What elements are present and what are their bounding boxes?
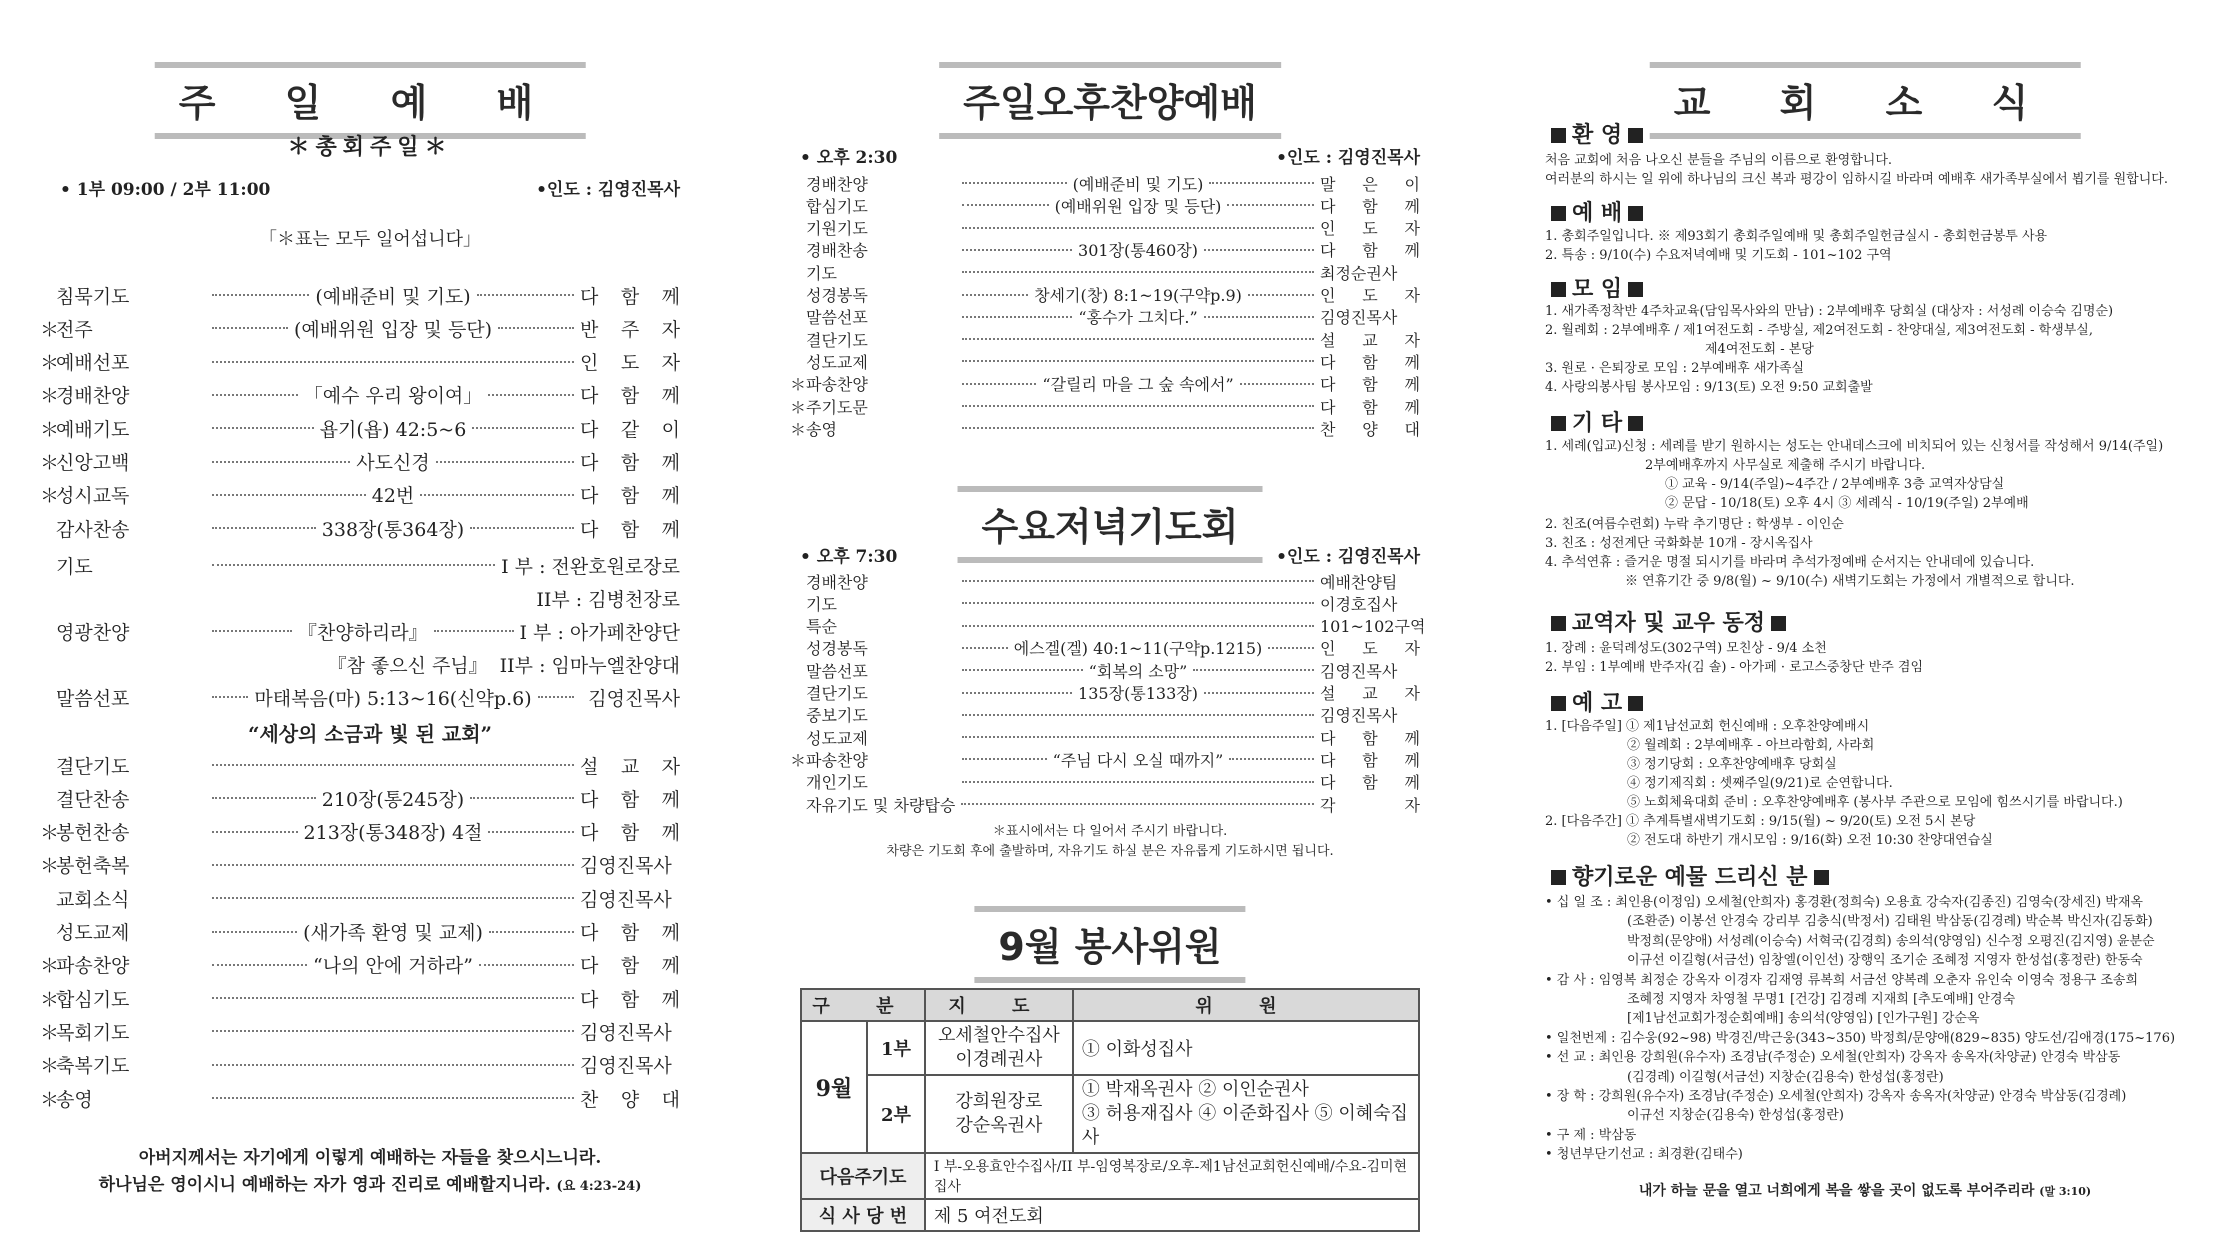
order-who: 다 함 께 (1320, 773, 1420, 793)
table-part-1: 1부 (867, 1021, 925, 1075)
order-name: 목회기도 (56, 1021, 130, 1044)
order-row (790, 592, 1430, 614)
lead-name: 이경례권사 (955, 1049, 1043, 1070)
section-welcome (1545, 118, 1649, 149)
order-name: 경배찬양 (56, 385, 130, 408)
order-who: 다 함 께 (580, 955, 681, 978)
order-name: 송영 (806, 419, 837, 439)
offering-line: • 청년부단기선교 : 최경환(김태수) (1545, 1147, 1743, 1163)
afternoon-leader: •인도 : 김영진목사 (1276, 148, 1420, 168)
order-row (40, 280, 700, 310)
order-row (40, 1050, 700, 1080)
worship-line: 2. 특송 : 9/10(수) 수요저녁예배 및 기도회 - 101~102 구역 (1545, 248, 1892, 263)
order-name: 교회소식 (56, 888, 130, 911)
square-bullet-icon (1551, 696, 1566, 711)
table-header-members: 위 원 (1073, 989, 1419, 1021)
order-mid: “주님 다시 오실 때까지” (1052, 750, 1224, 770)
offering-line: • 구 제 : 박삼동 (1545, 1127, 1637, 1143)
order-row (40, 883, 700, 913)
order-who: 다 함 께 (580, 788, 681, 811)
order-name: 합심기도 (56, 988, 130, 1011)
order-row (790, 417, 1430, 439)
order-mid: 마태복음(마) 5:13~16(신약p.6) (254, 687, 532, 710)
square-bullet-icon (1628, 416, 1643, 431)
verse-text: 하나님은 영이시니 예배하는 자가 영과 진리로 예배할지니라. (98, 1175, 551, 1195)
order-who: 다 함 께 (580, 518, 681, 541)
order-who: 김영진목사 (588, 687, 681, 710)
order-mid: 42번 (371, 485, 415, 508)
order-mid: “홍수가 그치다.” (1078, 308, 1198, 328)
standing-mark: ＊ (790, 750, 807, 770)
section-meetings (1545, 272, 1649, 303)
service-time: • 1부 09:00 / 2부 11:00 (60, 180, 271, 200)
order-name: 성도교제 (806, 728, 868, 748)
verse-ref: (말 3:10) (2039, 1185, 2092, 1198)
order-name: 기도 (56, 555, 93, 578)
square-bullet-icon (1551, 616, 1566, 631)
square-bullet-icon (1551, 128, 1566, 143)
order-row (40, 850, 700, 880)
order-name: 경배찬송 (806, 241, 868, 261)
order-row (40, 347, 700, 377)
sunday-worship-title: 주 일 예 배 (155, 62, 586, 139)
standing-mark: ＊ (40, 1055, 60, 1078)
standing-mark: ＊ (40, 418, 60, 441)
order-row (40, 480, 700, 510)
wednesday-leader: •인도 : 김영진목사 (1276, 547, 1420, 567)
next-prayer-label: 다음주기도 (801, 1153, 925, 1199)
order-mid: “갈릴리 마을 그 숲 속에서” (1042, 375, 1234, 395)
order-who: 설 교 자 (1320, 330, 1420, 350)
square-bullet-icon (1814, 870, 1829, 885)
offering-line: [제1남선교회가정순회예배] 송의석(양영임) [인가구원] 강순옥 (1627, 1011, 1980, 1027)
order-who: 다 함 께 (580, 988, 680, 1011)
table-part-2-lead (925, 1075, 1073, 1153)
order-mid: 에스겔(겔) 40:1~11(구약p.1215) (1013, 639, 1263, 659)
standing-mark: ＊ (790, 419, 807, 439)
order-row-glory (40, 616, 700, 646)
order-name: 예배기도 (56, 418, 130, 441)
table-part-1-lead (925, 1021, 1073, 1075)
order-name: 경배찬양 (806, 174, 868, 194)
order-name: 결단기도 (56, 755, 130, 778)
others-line: ② 문답 - 10/18(토) 오후 4시 ③ 세례식 - 10/19(주일) 2부예배 (1665, 496, 2029, 511)
church-news-title: 교 회 소 식 (1650, 62, 2081, 139)
offering-line: (조환준) 이봉선 안경숙 강리부 김충식(박정서) 김태원 박삼동(김경례) 박순복 박신자(김동화) (1627, 914, 2153, 930)
staff-news-line: 1. 장례 : 윤덕례성도(302구역) 모친상 - 9/4 소천 (1545, 641, 1827, 656)
order-row (40, 447, 700, 477)
order-row (40, 783, 700, 813)
others-line: 2. 친조(여름수련회) 누락 추기명단 : 학생부 - 이인순 (1545, 517, 1844, 532)
order-row (790, 395, 1430, 417)
verse-ref: (요 4:23-24) (556, 1179, 642, 1194)
order-name: 성시교독 (56, 485, 130, 508)
lead-name: 오세철안수집사 (938, 1025, 1060, 1046)
others-line: ① 교육 - 9/14(주일)~4주간 / 2부예배후 3층 교역자상담실 (1665, 477, 2005, 492)
order-who: 다 함 께 (1320, 352, 1420, 372)
offering-line: 이규선 이길형(서금선) 임창엘(이인선) 장행익 조기순 조혜정 지영자 한성섭(홍정란) 한동숙 (1627, 953, 2143, 969)
staff-news-line: 2. 부임 : 1부예배 반주자(김 솔) - 아가페 · 로고스중창단 반주 겸임 (1545, 660, 1924, 675)
order-name: 파송찬양 (56, 955, 130, 978)
order-row (790, 793, 1430, 815)
order-who: 101~102구역 (1320, 617, 1426, 637)
table-part-2: 2부 (867, 1075, 925, 1153)
member-line: ③ 허용재집사 ④ 이준화집사 ⑤ 이혜숙집사 (1081, 1103, 1408, 1148)
wednesday-prayer-title: 수요저녁기도회 (958, 486, 1263, 563)
offering-line: • 감 사 : 임영복 최정순 강옥자 이경자 김재영 류복희 서금선 양복례 오춘자 유인숙 이영숙 정용구 조송희 (1545, 972, 2139, 988)
order-name: 신앙고백 (56, 452, 130, 474)
order-row (790, 570, 1430, 592)
meal-duty-label: 식 사 당 번 (801, 1199, 925, 1231)
order-row (790, 704, 1430, 726)
order-mid: 301장(통460장) (1078, 241, 1198, 261)
order-name: 송영 (56, 1088, 93, 1111)
order-mid: 135장(통133장) (1078, 684, 1198, 703)
order-name: 감사찬송 (56, 518, 130, 541)
others-line: 1. 세례(입교)신청 : 세례를 받기 원하시는 성도는 안내데스크에 비치되어 있는 신청서를 작성해서 9/14(주일) (1545, 439, 2164, 454)
notice-line: ② 전도대 하반기 개시모임 : 9/16(화) 오전 10:30 찬양대연습실 (1627, 833, 1993, 848)
section-offerings (1545, 860, 1835, 891)
order-who: 다 함 께 (580, 385, 680, 408)
wednesday-time: • 오후 7:30 (800, 547, 898, 567)
order-who: 김영진목사 (580, 855, 672, 878)
table-header-lead: 지 도 (925, 989, 1073, 1021)
order-row (790, 771, 1430, 793)
order-row (790, 172, 1430, 194)
order-row (40, 1083, 700, 1113)
meal-duty-value: 제 5 여전도회 (925, 1199, 1419, 1231)
standing-mark: ＊ (790, 375, 807, 395)
order-who: 인 도 자 (1320, 219, 1420, 239)
order-row (790, 637, 1430, 659)
afternoon-worship-title: 주일오후찬양예배 (939, 62, 1281, 139)
member-line: ① 박재옥권사 ② 이인순권사 (1081, 1079, 1309, 1100)
order-mid: 210장(통245장) (321, 788, 465, 811)
order-name: 합심기도 (806, 196, 868, 216)
table-header-category: 구 분 (801, 989, 925, 1021)
order-name: 축복기도 (56, 1055, 130, 1078)
order-who: 다 함 께 (1320, 375, 1421, 395)
order-who: 김영진목사 (1320, 661, 1398, 681)
order-who: II부 : 김병천장로 (536, 588, 680, 611)
order-who: 인 도 자 (1320, 639, 1421, 659)
afternoon-worship-column (790, 0, 1430, 1240)
order-who: 최정순권사 (1320, 263, 1398, 283)
sunday-worship-column (40, 0, 700, 1240)
order-who: 다 함 께 (1320, 750, 1421, 770)
square-bullet-icon (1628, 128, 1643, 143)
order-name: 파송찬양 (806, 750, 868, 770)
offering-line: • 장 학 : 강희원(유수자) 조경남(주정순) 오세철(안희자) 강옥자 송옥자(차양균) 안경숙 박삼동(김경례) (1545, 1089, 2127, 1104)
standing-mark: ＊ (40, 385, 60, 408)
standing-mark: ＊ (40, 1088, 60, 1111)
notice-line: ② 월례회 : 2부예배후 - 아브라함회, 사라회 (1627, 738, 1875, 753)
order-name: 주기도문 (806, 397, 868, 417)
order-name: 전주 (56, 318, 93, 341)
order-mid: “나의 안에 거하라” (313, 955, 473, 978)
order-who: 다 함 께 (1320, 397, 1420, 417)
order-mid: 338장(통364장) (321, 518, 465, 541)
order-row (40, 917, 700, 947)
order-mid: (예배위원 입장 및 등단) (1054, 196, 1222, 216)
order-row (40, 817, 700, 847)
order-row-glory-2 (40, 649, 700, 679)
wednesday-note-2: 차량은 기도회 후에 출발하며, 자유기도 하실 분은 자유롭게 기도하시면 됩니다. (886, 844, 1334, 859)
order-name: 기도 (806, 263, 837, 283)
order-mid: 『참 좋으신 주님』 (327, 654, 488, 677)
notice-line: ⑤ 노회체육대회 준비 : 오후찬양예배후 (봉사부 주관으로 모임에 힘쓰시기를 바랍니다.) (1627, 795, 2123, 810)
others-line: 2부예배후까지 사무실로 제출해 주시기 바랍니다. (1645, 458, 1926, 473)
offering-line: 박정희(문양애) 서성례(이승숙) 서혁국(김경희) 송의석(양영임) 신수정 오평진(김지영) 윤분순 (1627, 933, 2155, 949)
sunday-subtitle: ＊총회주일＊ (287, 134, 453, 160)
order-row (790, 239, 1430, 261)
welcome-line: 여러분의 하시는 일 위에 하나님의 크신 복과 평강이 임하시길 바라며 예배후 새가족부실에서 뵙기를 원합니다. (1545, 172, 2168, 187)
meeting-line: 4. 사랑의봉사팀 봉사모임 : 9/13(토) 오전 9:50 교회출발 (1545, 380, 1873, 395)
order-mid: (예배준비 및 기도) (1072, 174, 1204, 194)
standing-mark: ＊ (40, 988, 60, 1011)
notice-line: 1. [다음주일] ① 제1남선교회 헌신예배 : 오후찬양예배시 (1545, 719, 1870, 734)
order-mid: 욥기(욥) 42:5~6 (319, 418, 467, 441)
section-others (1545, 406, 1649, 437)
standing-mark: ＊ (40, 855, 60, 878)
order-row (790, 217, 1430, 239)
order-who: 다 함 께 (1320, 241, 1420, 261)
meeting-line: 제4여전도회 - 본당 (1705, 342, 1814, 357)
order-who: 다 함 께 (1320, 728, 1420, 748)
order-row (790, 194, 1430, 216)
order-row (40, 750, 700, 780)
order-who: 다 함 께 (1320, 196, 1421, 216)
order-row-prayer (40, 550, 700, 580)
order-who: 다 함 께 (580, 922, 680, 944)
offering-line: • 일천번제 : 김수웅(92~98) 박경진/박근웅(343~350) 박정희/문양애(829~835) 양도선/김애경(175~176) (1545, 1030, 2176, 1046)
section-label: 예 배 (1572, 201, 1623, 226)
section-label: 기 타 (1572, 411, 1623, 436)
square-bullet-icon (1771, 616, 1786, 631)
order-name: 경배찬양 (806, 572, 868, 592)
order-mid: 『찬양하리라』 (297, 621, 428, 644)
sermon-title: “세상의 소금과 빛 된 교회” (247, 722, 493, 746)
order-row (790, 748, 1430, 770)
footer-verse (1545, 1180, 2185, 1200)
notice-line: 2. [다음주간] ① 추계특별새벽기도회 : 9/15(월) ~ 9/20(토) 오전 5시 본당 (1545, 814, 1976, 829)
standing-mark: ＊ (40, 352, 60, 375)
order-row (790, 328, 1430, 350)
order-who: 반 주 자 (580, 318, 681, 341)
standing-mark: ＊ (40, 1021, 60, 1044)
order-who: 김영진목사 (580, 1021, 672, 1044)
order-who: 설 교 자 (580, 755, 680, 778)
volunteers-table (800, 988, 1420, 1232)
order-who: 설 교 자 (1320, 684, 1420, 703)
order-who: 김영진목사 (580, 1055, 672, 1078)
section-label: 예 고 (1572, 691, 1623, 716)
order-row (40, 950, 700, 980)
section-worship (1545, 196, 1649, 227)
standing-mark: ＊ (790, 397, 807, 417)
order-name: 봉헌찬송 (56, 822, 130, 845)
order-mid: 사도신경 (356, 452, 430, 474)
order-who: 다 같 이 (580, 418, 681, 441)
order-who: 다 함 께 (580, 485, 680, 508)
order-row (790, 261, 1430, 283)
order-row (40, 513, 700, 543)
section-notice (1545, 686, 1649, 717)
order-mid: (예배위원 입장 및 등단) (293, 318, 493, 341)
order-mid: 213장(통348장) 4절 (303, 822, 483, 845)
verse-text: 내가 하늘 문을 열고 너희에게 복을 쌓을 곳이 없도록 부어주리라 (1638, 1183, 2035, 1199)
notice-line: ③ 정기당회 : 오후찬양예배후 당회실 (1627, 757, 1837, 772)
offering-line: 조혜정 지영자 차영철 무명1 [건강] 김경례 지재희 [추도예배] 안경숙 (1627, 992, 2016, 1007)
others-line: 4. 추석연휴 : 즐거운 명절 되시기를 바라며 추석가정예배 순서지는 안내데에 있습니다. (1545, 555, 2035, 570)
worship-line: 1. 총회주일입니다. ※ 제93회기 총회주일예배 및 총회주일헌금실시 - 총회헌금봉투 사용 (1545, 229, 2048, 244)
section-label: 모 임 (1572, 277, 1623, 302)
order-row (790, 350, 1430, 372)
order-who: 찬 양 대 (580, 1088, 680, 1111)
order-name: 봉헌축복 (56, 855, 130, 878)
order-name: 성경봉독 (806, 639, 868, 659)
order-who: 인 도 자 (580, 352, 680, 375)
order-mid: 「예수 우리 왕이여」 (303, 385, 483, 408)
order-name: 영광찬양 (56, 621, 130, 644)
order-name: 예배선포 (56, 352, 130, 375)
offering-line: • 십 일 조 : 최인용(이정임) 오세철(안희자) 홍경환(정희숙) 오용효 강숙자(김종진) 김영숙(장세진) 박재옥 (1545, 895, 2143, 910)
offering-line: (김경례) 이길형(서금선) 지창순(김용숙) 한성섭(홍정란) (1627, 1069, 1944, 1085)
order-name: 결단기도 (806, 684, 868, 703)
others-line: 3. 친조 : 성전계단 국화화분 10개 - 장시옥집사 (1545, 536, 1813, 551)
order-mid: (새가족 환영 및 교제) (303, 922, 483, 944)
standing-mark: ＊ (40, 485, 60, 508)
order-who: 다 함 께 (580, 822, 680, 845)
section-label: 향기로운 예물 드리신 분 (1572, 865, 1808, 890)
order-name: 결단찬송 (56, 788, 130, 811)
bible-verse-2 (40, 1170, 700, 1195)
order-who: 김영진목사 (1320, 706, 1398, 726)
order-name: 결단기도 (806, 330, 868, 350)
square-bullet-icon (1551, 416, 1566, 431)
order-who: 다 함 께 (580, 452, 681, 474)
order-name: 말씀선포 (806, 661, 868, 681)
order-mid: 창세기(창) 8:1~19(구약p.9) (1034, 286, 1242, 305)
square-bullet-icon (1628, 206, 1643, 221)
wednesday-note-1: ＊표시에서는 다 일어서 주시기 바랍니다. (992, 824, 1228, 839)
section-label: 교역자 및 교우 동정 (1572, 611, 1765, 636)
order-who: II부 : 임마누엘찬양대 (499, 654, 680, 677)
order-who: 각 자 (1320, 795, 1420, 815)
service-leader: •인도 : 김영진목사 (536, 180, 680, 200)
order-name: 성경봉독 (806, 286, 868, 305)
order-row (790, 306, 1430, 328)
square-bullet-icon (1551, 282, 1566, 297)
order-who: 이경호집사 (1320, 594, 1398, 614)
order-row (790, 284, 1430, 306)
square-bullet-icon (1551, 206, 1566, 221)
order-who: 찬 양 대 (1320, 419, 1420, 439)
order-who: 인 도 자 (1320, 286, 1421, 305)
standing-mark: ＊ (40, 318, 60, 341)
standing-note: 「＊표는 모두 일어섭니다」 (259, 229, 481, 250)
order-row (40, 1016, 700, 1046)
order-row (40, 380, 700, 410)
table-month: 9월 (801, 1021, 867, 1153)
order-name: 성도교제 (806, 352, 868, 372)
table-part-2-members (1073, 1075, 1419, 1153)
square-bullet-icon (1628, 282, 1643, 297)
order-name: 성도교제 (56, 922, 130, 944)
offering-line: • 선 교 : 최인용 강희원(유수자) 조경남(주정순) 오세철(안희자) 강옥자 송옥자(차양균) 안경숙 박삼동 (1545, 1050, 2121, 1066)
order-who: 예배찬양팀 (1320, 572, 1398, 592)
order-who: 다 함 께 (580, 285, 681, 308)
order-who: I 부 : 아가페찬양단 (519, 621, 681, 644)
church-news-column (1545, 0, 2185, 1240)
bible-verse-1: 아버지께서는 자기에게 이렇게 예배하는 자들을 찾으시느니라. (138, 1148, 602, 1168)
order-name: 말씀선포 (56, 687, 130, 710)
lead-name: 강순옥권사 (955, 1115, 1043, 1136)
order-row (790, 726, 1430, 748)
order-name: 파송찬양 (806, 375, 868, 395)
order-who: 말 은 이 (1320, 174, 1421, 194)
order-row-prayer-2 (40, 583, 700, 613)
notice-line: ④ 정기제직회 : 셋째주일(9/21)로 순연합니다. (1627, 776, 1893, 791)
order-who: 김영진목사 (1320, 308, 1398, 328)
order-name: 자유기도 및 차량탑승 (806, 795, 956, 815)
next-prayer-value: I 부-오용효안수집사/II 부-임영복장로/오후-제1남선교회헌신예배/수요-김미현집사 (925, 1153, 1419, 1199)
order-who: I 부 : 전완호원로장로 (501, 555, 680, 578)
order-row (790, 682, 1430, 704)
order-name: 특순 (806, 617, 837, 637)
afternoon-time: • 오후 2:30 (800, 148, 898, 168)
order-name: 기도 (806, 594, 837, 614)
order-name: 중보기도 (806, 706, 868, 726)
order-row (40, 983, 700, 1013)
section-label: 환 영 (1572, 123, 1623, 148)
order-row (40, 313, 700, 343)
table-part-1-members: ① 이화성집사 (1073, 1021, 1419, 1075)
standing-mark: ＊ (40, 955, 60, 978)
section-staff-news (1545, 606, 1792, 637)
standing-mark: ＊ (40, 452, 60, 474)
september-volunteers-title: 9월 봉사위원 (974, 906, 1245, 983)
meeting-line: 1. 새가족정착반 4주차교육(담임목사와의 만남) : 2부예배후 당회실 (대상자 : 서성례 이승숙 김명순) (1545, 304, 2114, 319)
order-row (40, 413, 700, 443)
lead-name: 강희원장로 (955, 1091, 1043, 1112)
square-bullet-icon (1551, 870, 1566, 885)
order-row (790, 659, 1430, 681)
order-name: 말씀선포 (806, 308, 868, 328)
order-name: 침묵기도 (56, 285, 130, 308)
order-who: 김영진목사 (580, 888, 672, 911)
standing-mark: ＊ (40, 822, 60, 845)
order-name: 기원기도 (806, 219, 868, 239)
others-line: ※ 연휴기간 중 9/8(월) ~ 9/10(수) 새벽기도회는 가정에서 개별적으로 합니다. (1625, 574, 2075, 589)
meeting-line: 3. 원로 · 은퇴장로 모임 : 2부예배후 새가족실 (1545, 361, 1805, 376)
meeting-line: 2. 월례회 : 2부예배후 / 제1여전도회 - 주방실, 제2여전도회 - 찬양대실, 제3여전도회 - 학생부실, (1545, 323, 2093, 338)
welcome-line: 처음 교회에 처음 나오신 분들을 주님의 이름으로 환영합니다. (1545, 153, 1893, 168)
order-mid: “회복의 소망” (1088, 661, 1188, 681)
order-name: 개인기도 (806, 773, 868, 793)
order-row (790, 373, 1430, 395)
square-bullet-icon (1628, 696, 1643, 711)
order-row-sermon (40, 682, 700, 712)
order-mid: (예배준비 및 기도) (315, 285, 471, 308)
offering-line: 이규선 지창순(김용숙) 한성섭(홍정란) (1627, 1108, 1844, 1124)
order-row (790, 615, 1430, 637)
